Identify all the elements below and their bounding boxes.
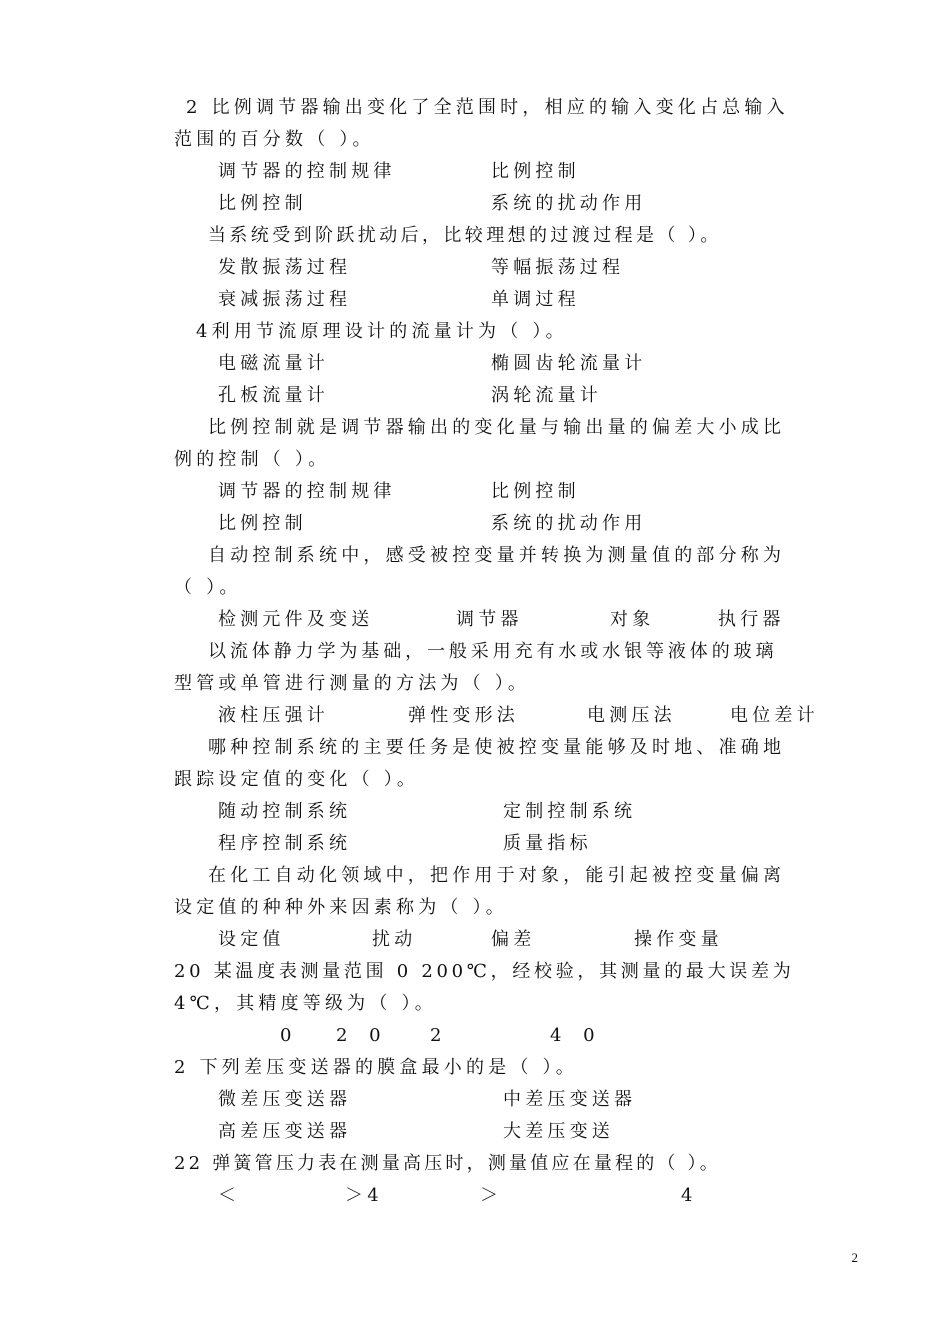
question-6-stem-line2: （ ）。: [174, 577, 242, 598]
question-22-option-d: 4: [681, 1185, 697, 1206]
question-4-option-c: 孔板流量计: [218, 385, 329, 406]
question-21-stem-line1: 2 下列差压变送器的膜盒最小的是（ ）。: [174, 1057, 578, 1078]
question-5-option-d: 系统的扰动作用: [491, 513, 647, 534]
question-8-stem-line1: 哪种控制系统的主要任务是使被控变量能够及时地、准确地: [208, 737, 786, 758]
question-8-option-b: 定制控制系统: [503, 801, 637, 822]
question-3-stem-line1: 当系统受到阶跃扰动后，比较理想的过渡过程是（ ）。: [208, 225, 722, 246]
question-5-stem-line1: 比例控制就是调节器输出的变化量与输出量的偏差大小成比: [208, 417, 786, 438]
question-5-option-a: 调节器的控制规律: [218, 481, 396, 502]
question-5-option-b: 比例控制: [491, 481, 580, 502]
question-8-option-a: 随动控制系统: [218, 801, 352, 822]
question-9-stem-line1: 在化工自动化领域中，把作用于对象，能引起被控变量偏离: [208, 865, 786, 886]
question-6-option-c: 对象: [610, 609, 655, 630]
question-22-stem-line1: 22 弹簧管压力表在测量高压时，测量值应在量程的（ ）。: [174, 1153, 721, 1174]
question-8-option-c: 程序控制系统: [218, 833, 352, 854]
question-22-option-b: ＞4: [345, 1185, 383, 1206]
question-6-stem-line1: 自动控制系统中，感受被控变量并转换为测量值的部分称为: [208, 545, 786, 566]
question-21-option-c: 高差压变送器: [218, 1121, 352, 1142]
question-5-stem-line2: 例的控制（ ）。: [174, 449, 331, 470]
question-21-option-b: 中差压变送器: [503, 1089, 637, 1110]
question-22-option-a: ＜: [218, 1185, 241, 1206]
question-7-option-d: 电位差计: [730, 705, 819, 726]
question-7-option-c: 电测压法: [587, 705, 676, 726]
question-7-stem-line1: 以流体静力学为基础，一般采用充有水或水银等液体的玻璃: [208, 641, 778, 662]
question-2-option-b: 比例控制: [491, 161, 580, 182]
question-20-option-b: 2 0: [336, 1025, 389, 1046]
question-2-option-c: 比例控制: [218, 193, 307, 214]
question-7-option-a: 液柱压强计: [218, 705, 329, 726]
question-4-option-d: 涡轮流量计: [491, 385, 602, 406]
question-8-option-d: 质量指标: [503, 833, 592, 854]
question-9-option-b: 扰动: [372, 929, 417, 950]
question-2-option-a: 调节器的控制规律: [218, 161, 396, 182]
question-9-option-d: 操作变量: [634, 929, 723, 950]
question-20-option-a: 0: [280, 1025, 296, 1046]
question-3-option-b: 等幅振荡过程: [491, 257, 625, 278]
question-4-stem-line1: 4利用节流原理设计的流量计为（ ）。: [196, 321, 568, 342]
question-22-option-c: ＞: [480, 1185, 503, 1206]
question-9-stem-line2: 设定值的种种外来因素称为（ ）。: [174, 897, 508, 918]
question-5-option-c: 比例控制: [218, 513, 307, 534]
question-2-stem-line2: 范围的百分数（ ）。: [174, 129, 375, 150]
question-6-option-d: 执行器: [718, 609, 785, 630]
page-number: 2: [851, 1250, 858, 1265]
question-6-option-a: 检测元件及变送: [218, 609, 374, 630]
question-3-option-d: 单调过程: [491, 289, 580, 310]
question-20-option-c: 2: [430, 1025, 446, 1046]
question-8-stem-line2: 跟踪设定值的变化（ ）。: [174, 769, 420, 790]
question-3-option-a: 发散振荡过程: [218, 257, 352, 278]
question-7-option-b: 弹性变形法: [408, 705, 519, 726]
question-20-stem-line1: 20 某温度表测量范围 0 200℃，经校验，其测量的最大误差为: [174, 961, 795, 982]
question-2-stem-line1: 2 比例调节器输出变化了全范围时，相应的输入变化占总输入: [186, 97, 789, 118]
question-3-option-c: 衰减振荡过程: [218, 289, 352, 310]
question-6-option-b: 调节器: [456, 609, 523, 630]
question-21-option-a: 微差压变送器: [218, 1089, 352, 1110]
question-7-stem-line2: 型管或单管进行测量的方法为（ ）。: [174, 673, 531, 694]
question-20-option-d: 4 0: [550, 1025, 603, 1046]
question-20-stem-line2: 4℃，其精度等级为（ ）。: [174, 993, 437, 1014]
question-21-option-d: 大差压变送: [503, 1121, 614, 1142]
question-4-option-b: 椭圆齿轮流量计: [491, 353, 647, 374]
question-9-option-c: 偏差: [491, 929, 536, 950]
question-4-option-a: 电磁流量计: [218, 353, 329, 374]
question-2-option-d: 系统的扰动作用: [491, 193, 647, 214]
question-9-option-a: 设定值: [218, 929, 285, 950]
